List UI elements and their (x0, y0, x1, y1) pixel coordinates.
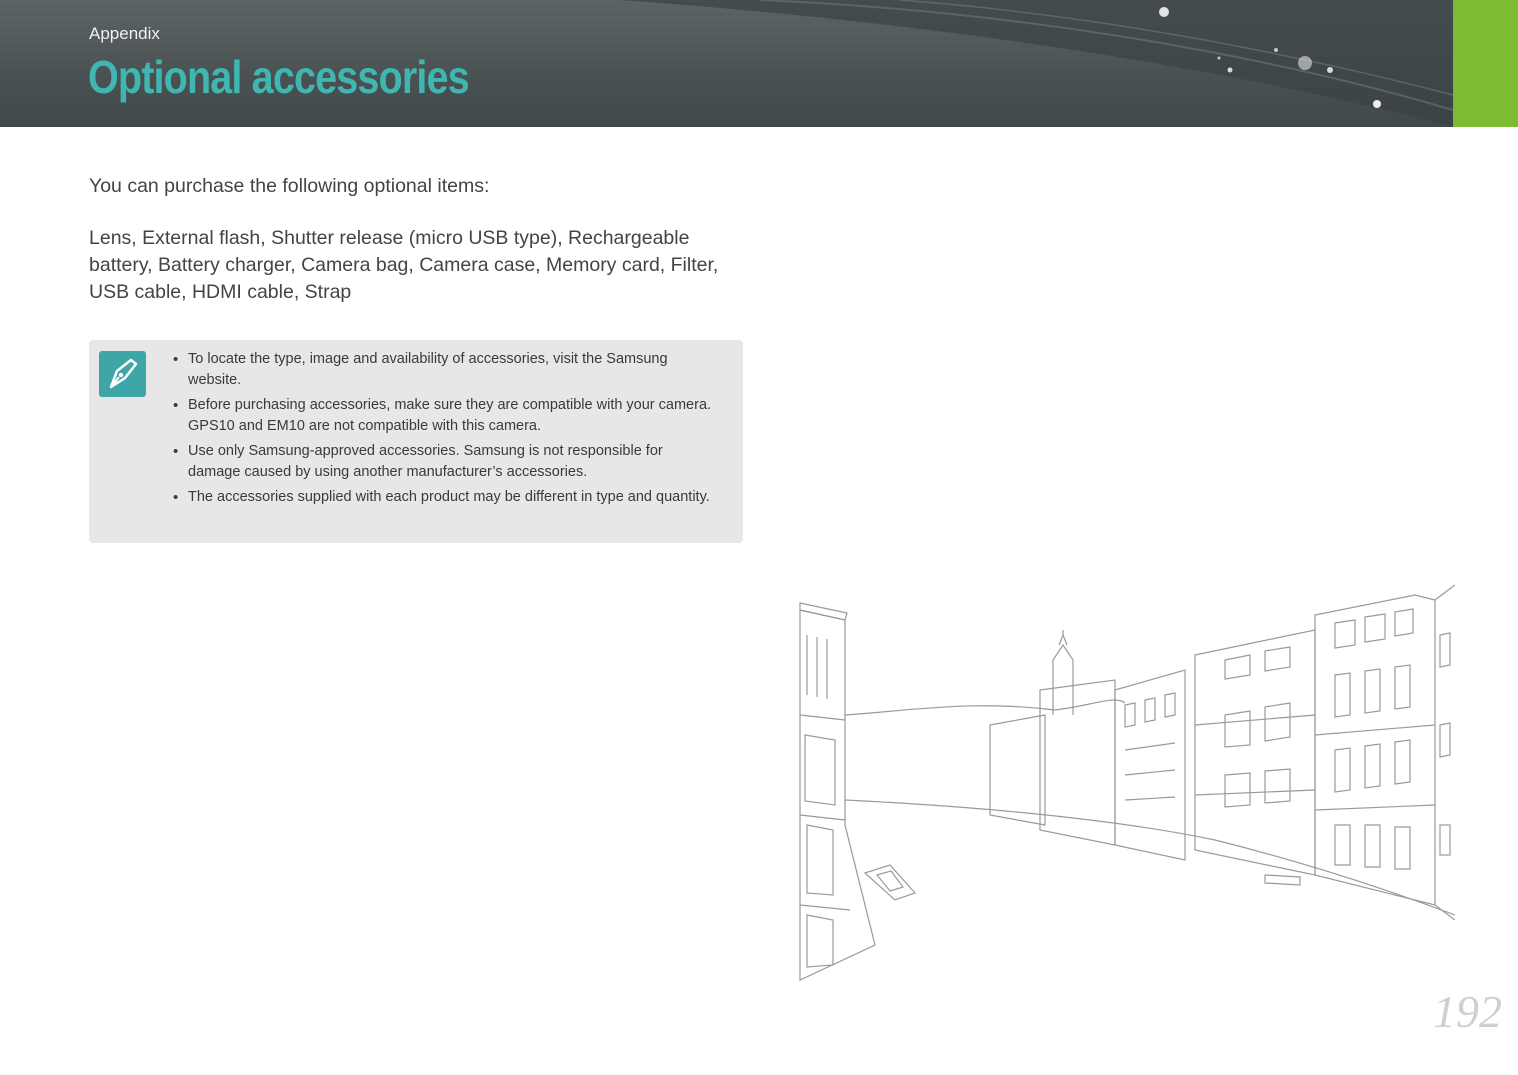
page-header (0, 0, 1453, 127)
section-label: Appendix (89, 24, 160, 43)
intro-text: You can purchase the following optional items: (89, 175, 490, 197)
note-box (89, 340, 743, 543)
note-item: • To locate the type, image and availability of accessories, visit the Samsung website. (177, 349, 717, 391)
chapter-tab (1453, 0, 1518, 127)
note-item: • Use only Samsung-approved accessories. Samsung is not responsible for damage caused by using another manufacturer’s accessories. (177, 441, 717, 483)
note-item: • The accessories supplied with each product may be different in type and quantity. (177, 487, 717, 508)
accessory-list-text: Lens, External flash, Shutter release (micro USB type), Rechargeable battery, Battery charger, Camera bag, Camera case, Memory card, Filter, USB cable, HDMI cable, Strap (89, 227, 719, 303)
venice-canal-illustration (795, 575, 1455, 985)
note-list (177, 349, 717, 512)
page-number: 192 (1433, 986, 1502, 1037)
note-item: • Before purchasing accessories, make sure they are compatible with your camera. GPS10 and EM10 are not compatible with this camera. (177, 395, 717, 437)
page-title: Optional accessories (88, 51, 469, 103)
pen-nib-icon (99, 351, 146, 397)
